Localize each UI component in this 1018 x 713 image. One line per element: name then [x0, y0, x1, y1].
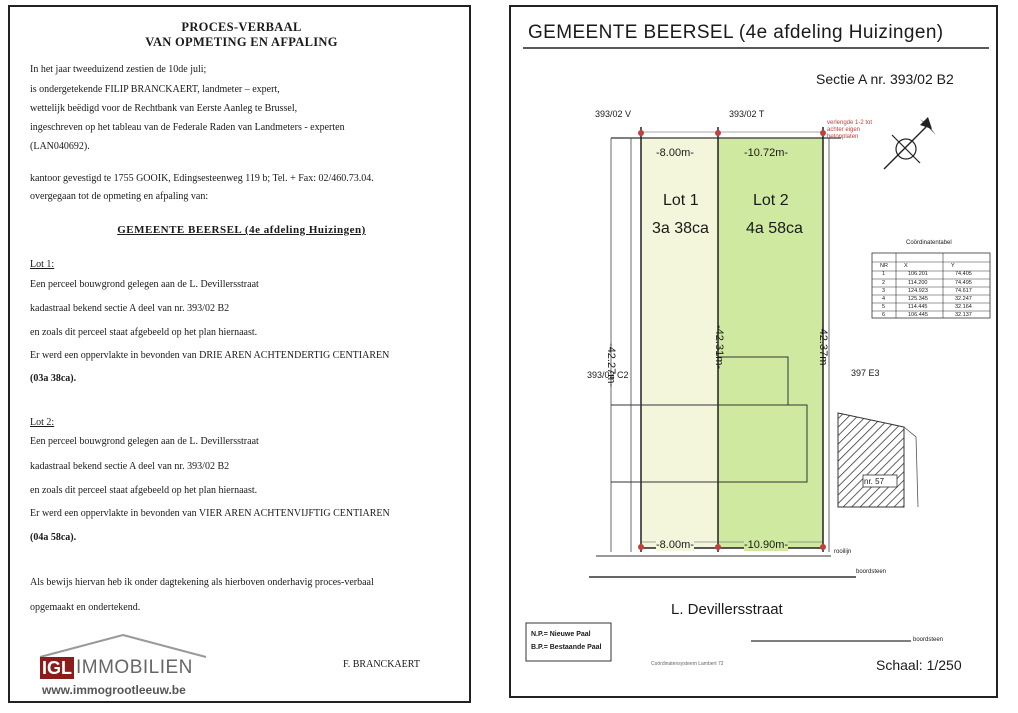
dimension-side-2: -42.31m-	[713, 325, 725, 370]
lot1-area: (03a 38ca).	[30, 373, 77, 384]
lot1-label: Lot 1	[663, 192, 699, 209]
lot2-line: en zoals dit perceel staat afgebeeld op het plan hiernaast.	[30, 485, 258, 496]
dimension-top-lot2: -10.72m-	[744, 147, 789, 159]
coord-cell: 3	[882, 288, 886, 294]
lot2-heading: Lot 2:	[30, 417, 55, 428]
house-hatch	[838, 413, 904, 507]
lot2-line: kadastraal bekend sectie A deel van nr. 393/02 B2	[30, 461, 230, 472]
coord-header: Y	[951, 263, 955, 269]
boordsteen-label: boordsteen	[856, 569, 887, 575]
lot1-line: Er werd een oppervlakte in bevonden van DRIE AREN ACHTENDERTIG CENTIAREN	[30, 350, 390, 361]
coord-cell: 1	[882, 271, 886, 277]
parcel-label: 393/02 C2	[587, 370, 629, 380]
lot2-line: Er werd een oppervlakte in bevonden van VIER AREN ACHTENVIJFTIG CENTIAREN	[30, 508, 390, 519]
lot2-label: Lot 2	[753, 192, 789, 209]
coord-cell: 124.923	[908, 288, 928, 294]
coord-cell: 6	[882, 312, 886, 318]
parcel-label: 393/02 V	[595, 109, 632, 119]
coord-cell: 125.345	[908, 296, 928, 302]
coord-cell: 114.200	[908, 280, 928, 286]
coord-cell: 106.445	[908, 312, 928, 318]
logo-igl: IGL	[42, 658, 72, 678]
coord-header: X	[904, 263, 908, 269]
igl-immobilien-logo	[38, 633, 208, 703]
dimension-side-3: -42.37m-	[817, 325, 829, 370]
intro-line: is ondergetekende FILIP BRANCKAERT, landmeter – expert,	[30, 84, 280, 95]
lot2-area-label: 4a 58ca	[746, 220, 803, 237]
coord-cell: 74.405	[955, 271, 972, 277]
lot1-line: en zoals dit perceel staat afgebeeld op het plan hiernaast.	[30, 327, 258, 338]
lot2-area: (04a 58ca).	[30, 532, 77, 543]
coord-cell: 2	[882, 280, 886, 286]
lot1-line: kadastraal bekend sectie A deel van nr. 393/02 B2	[30, 303, 230, 314]
closing-line: Als bewijs hiervan heb ik onder dagtekening als hierboven onderhavig proces-verbaal	[30, 577, 374, 588]
dimension-top-lot1: -8.00m-	[656, 147, 694, 159]
logo-website: www.immogrootleeuw.be	[42, 683, 186, 697]
scale-label: Schaal: 1/250	[876, 657, 962, 673]
intro-line: wettelijk beëdigd voor de Rechtbank van Eerste Aanleg te Brussel,	[30, 103, 298, 114]
coord-cell: 4	[882, 296, 886, 302]
coord-cell: 106.201	[908, 271, 928, 277]
survey-plan	[509, 5, 998, 698]
coord-cell: 114.445	[908, 304, 928, 310]
lot1-line: Een perceel bouwgrond gelegen aan de L. Devillersstraat	[30, 279, 259, 290]
intro-line: overgegaan tot de opmeting en afpaling van:	[30, 191, 209, 202]
parcel-label: 393/02 T	[729, 109, 765, 119]
dimension-side-1: -42.27m-	[605, 343, 617, 388]
coord-table-title: Coördinatentabel	[906, 240, 952, 246]
coord-cell: 32.164	[955, 304, 972, 310]
legend-box	[526, 623, 611, 661]
north-arrow-icon	[884, 117, 936, 169]
plan-note: verlengde 1-2 tot achter eigen betonplaten	[827, 120, 873, 140]
roof-icon	[38, 633, 208, 659]
lot1-heading: Lot 1:	[30, 259, 55, 270]
coord-cell: 5	[882, 304, 886, 310]
street-name: L. Devillersstraat	[671, 601, 783, 618]
document-title: PROCES-VERBAAL	[181, 20, 302, 34]
legend-item: B.P.= Bestaande Paal	[531, 644, 602, 651]
rooilijn-label: rooilijn	[834, 549, 852, 555]
dimension-bottom-lot2: -10.90m-	[744, 539, 789, 551]
lot2-line: Een perceel bouwgrond gelegen aan de L. Devillersstraat	[30, 436, 259, 447]
coord-header: NR	[880, 263, 888, 269]
plan-title: GEMEENTE BEERSEL (4e afdeling Huizingen)	[528, 22, 944, 43]
signature: F. BRANCKAERT	[343, 659, 420, 670]
coord-cell: 74.617	[955, 288, 972, 294]
closing-line: opgemaakt en ondertekend.	[30, 602, 141, 613]
intro-line: (LAN040692).	[30, 141, 90, 152]
boordsteen-label: boordsteen	[913, 637, 944, 643]
document-subtitle: VAN OPMETING EN AFPALING	[145, 35, 338, 49]
house-outline	[904, 427, 918, 507]
coord-cell: 74.495	[955, 280, 972, 286]
coord-cell: 32.137	[955, 312, 972, 318]
dimension-bottom-lot1: -8.00m-	[656, 539, 694, 551]
legend-item: N.P.= Nieuwe Paal	[531, 631, 591, 638]
proces-verbaal-document	[8, 5, 471, 703]
coordinate-table-cells	[872, 253, 990, 318]
parcel-label: 397 E3	[851, 368, 880, 378]
gemeente-heading: GEMEENTE BEERSEL (4e afdeling Huizingen)	[117, 224, 366, 236]
intro-line: kantoor gevestigd te 1755 GOOIK, Edingsesteenweg 119 b; Tel. + Fax: 02/460.73.04.	[30, 173, 374, 184]
intro-line: In het jaar tweeduizend zestien de 10de juli;	[30, 64, 207, 75]
coord-cell: 32.247	[955, 296, 972, 302]
intro-line: ingeschreven op het tableau van de Federale Raden van Landmeters - experten	[30, 122, 345, 133]
lot1-area-label: 3a 38ca	[652, 220, 709, 237]
logo-immobilien: IMMOBILIEN	[76, 657, 193, 678]
footnote: Coördinatensysteem Lambert 72	[651, 661, 724, 667]
house-number: nr. 57	[864, 477, 885, 486]
sectie-label: Sectie A nr. 393/02 B2	[816, 71, 954, 87]
